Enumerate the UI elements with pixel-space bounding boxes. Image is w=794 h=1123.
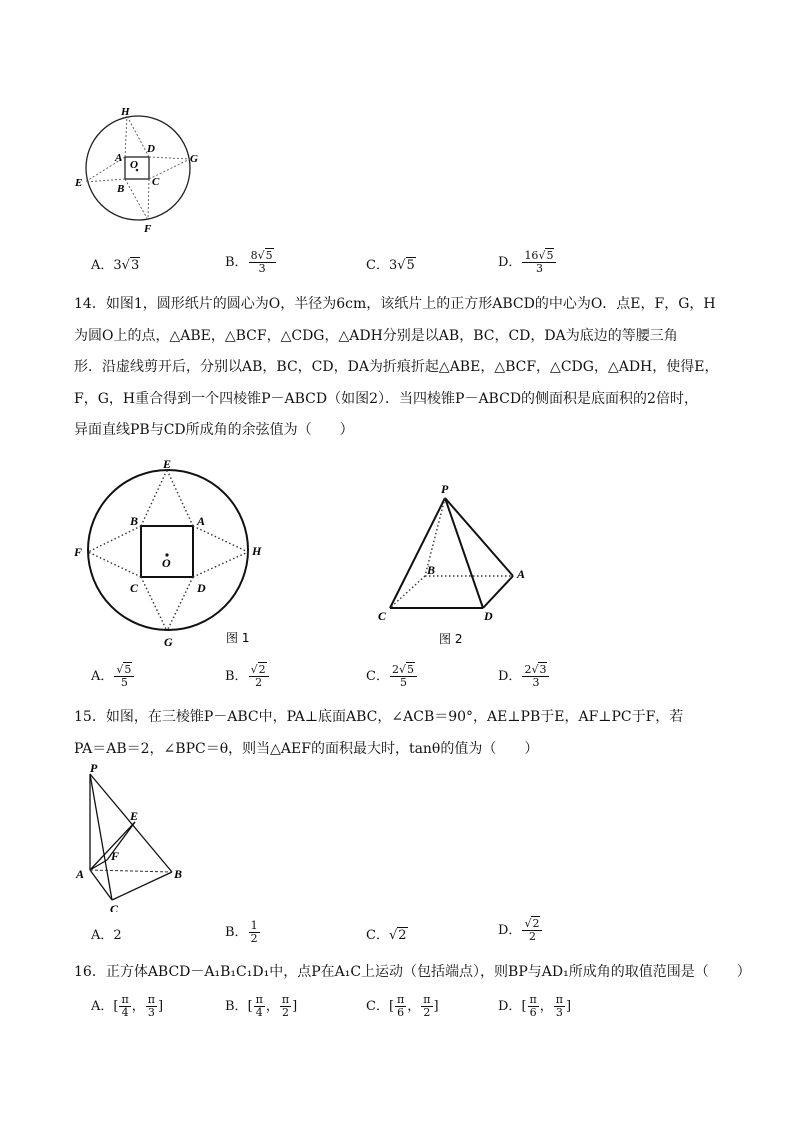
q14-fig2-label-a: A: [517, 567, 526, 581]
q14-fig2-label-b: B: [427, 563, 436, 577]
q13-option-a[interactable]: A．3√3: [91, 258, 140, 273]
q14-fig2-label-d: D: [484, 609, 493, 623]
q16-line: 16．正方体ABCD－A₁B₁C₁D₁中，点P在A₁C上运动（包括端点），则BP与AD₁所成角的取值范围是（ ）: [74, 964, 751, 980]
q15-option-b[interactable]: B． $\frac{1}{2}$: [225, 919, 258, 945]
q14-fig1-label-h: H: [252, 544, 262, 558]
q14-option-c[interactable]: C． $\frac{2√5}{5}$: [366, 664, 418, 689]
q13-option-d[interactable]: D． $\frac{16√5}{3}$: [498, 250, 557, 275]
q14-circle: [88, 470, 248, 630]
q14-fig2-caption: 图 2: [439, 632, 463, 646]
q13-label-a: A: [115, 152, 123, 164]
q14-fig1-label-e: E: [163, 457, 172, 471]
q13-label-g: G: [190, 153, 198, 165]
q14-line-2: 为圆O上的点，△ABE，△BCF，△CDG，△ADH分别是以AB，BC，CD，DA为底边的等腰三角: [74, 328, 678, 344]
q14-fig2-label-p: P: [441, 482, 449, 496]
q15-label-a: A: [76, 867, 85, 881]
q14-fig1-caption: 图 1: [226, 631, 250, 645]
q13-label-e: E: [75, 177, 83, 189]
q14-line-4: F，G，H重合得到一个四棱锥P－ABCD（如图2）．当四棱锥P－ABCD的侧面积是底面积的2倍时，: [74, 391, 698, 407]
q13-label-d: D: [147, 143, 155, 155]
q15-label-b: B: [174, 867, 183, 881]
q13-option-c[interactable]: C．3√5: [366, 258, 415, 273]
q14-option-b[interactable]: B． $\frac{√2}{2}$: [225, 664, 270, 689]
q15-option-c[interactable]: C．√2: [366, 928, 407, 943]
q14-fig2-label-c: C: [378, 609, 387, 623]
q14-fig1-label-a: A: [197, 514, 206, 528]
q13-label-b: B: [117, 183, 125, 195]
q13-circle: [86, 116, 190, 220]
q14-fig1-label-g: G: [164, 635, 173, 649]
q15-option-d[interactable]: D． $\frac{√2}{2}$: [498, 918, 543, 943]
q14-fig1-label-o: O: [162, 556, 171, 570]
q15-line-2: PA＝AB＝2，∠BPC＝θ，则当△AEF的面积最大时，tanθ的值为（ ）: [74, 741, 539, 757]
q14-fig1-label-b: B: [130, 514, 139, 528]
q16-option-c[interactable]: C．[ $\frac{\pi}{6}$ ， $\frac{\pi}{2}$ ]: [366, 993, 439, 1019]
q13-figure: [70, 102, 210, 237]
q13-label-c: C: [152, 176, 160, 188]
q14-option-a[interactable]: A． $\frac{√5}{5}$: [91, 664, 135, 689]
q13-label-f: F: [144, 223, 152, 235]
q14-figure-1: [70, 456, 270, 651]
q15-label-c: C: [110, 902, 119, 912]
q14-option-d[interactable]: D． $\frac{2√3}{3}$: [498, 664, 550, 689]
q14-fig1-label-f: F: [74, 545, 83, 559]
q14-line-1: 14．如图1，圆形纸片的圆心为O，半径为6cm，该纸片上的正方形ABCD的中心为O．点E，F，G，H: [74, 296, 716, 312]
q14-fig1-label-c: C: [130, 581, 139, 595]
q15-label-f: F: [111, 849, 120, 863]
q15-line-1: 15．如图，在三棱锥P－ABC中，PA⊥底面ABC，∠ACB＝90°，AE⊥PB于E，AF⊥PC于F，若: [74, 709, 684, 725]
q14-line-5: 异面直线PB与CD所成角的余弦值为（ ）: [74, 422, 354, 438]
q13-option-b[interactable]: B． $\frac{8√5}{3}$: [225, 250, 277, 275]
q14-line-3: 形．沿虚线剪开后，分别以AB，BC，CD，DA为折痕折起△ABE，△BCF，△CDG，△ADH，使得E，: [74, 359, 719, 375]
q16-option-d[interactable]: D．[ $\frac{\pi}{6}$ ， $\frac{\pi}{3}$ ]: [498, 993, 572, 1019]
q13-label-o: O: [130, 159, 138, 171]
q15-figure: [70, 762, 195, 912]
q16-option-b[interactable]: B．[ $\frac{\pi}{4}$ ， $\frac{\pi}{2}$ ]: [225, 993, 298, 1019]
q14-fig1-label-d: D: [197, 581, 206, 595]
q13-label-h: H: [121, 106, 130, 118]
q15-label-p: P: [90, 762, 98, 775]
q15-label-e: E: [130, 809, 139, 823]
q16-option-a[interactable]: A．[ $\frac{\pi}{4}$ ， $\frac{\pi}{3}$ ]: [91, 993, 164, 1019]
q15-option-a[interactable]: A．2: [91, 928, 122, 943]
q14-figure-2: [370, 478, 540, 650]
